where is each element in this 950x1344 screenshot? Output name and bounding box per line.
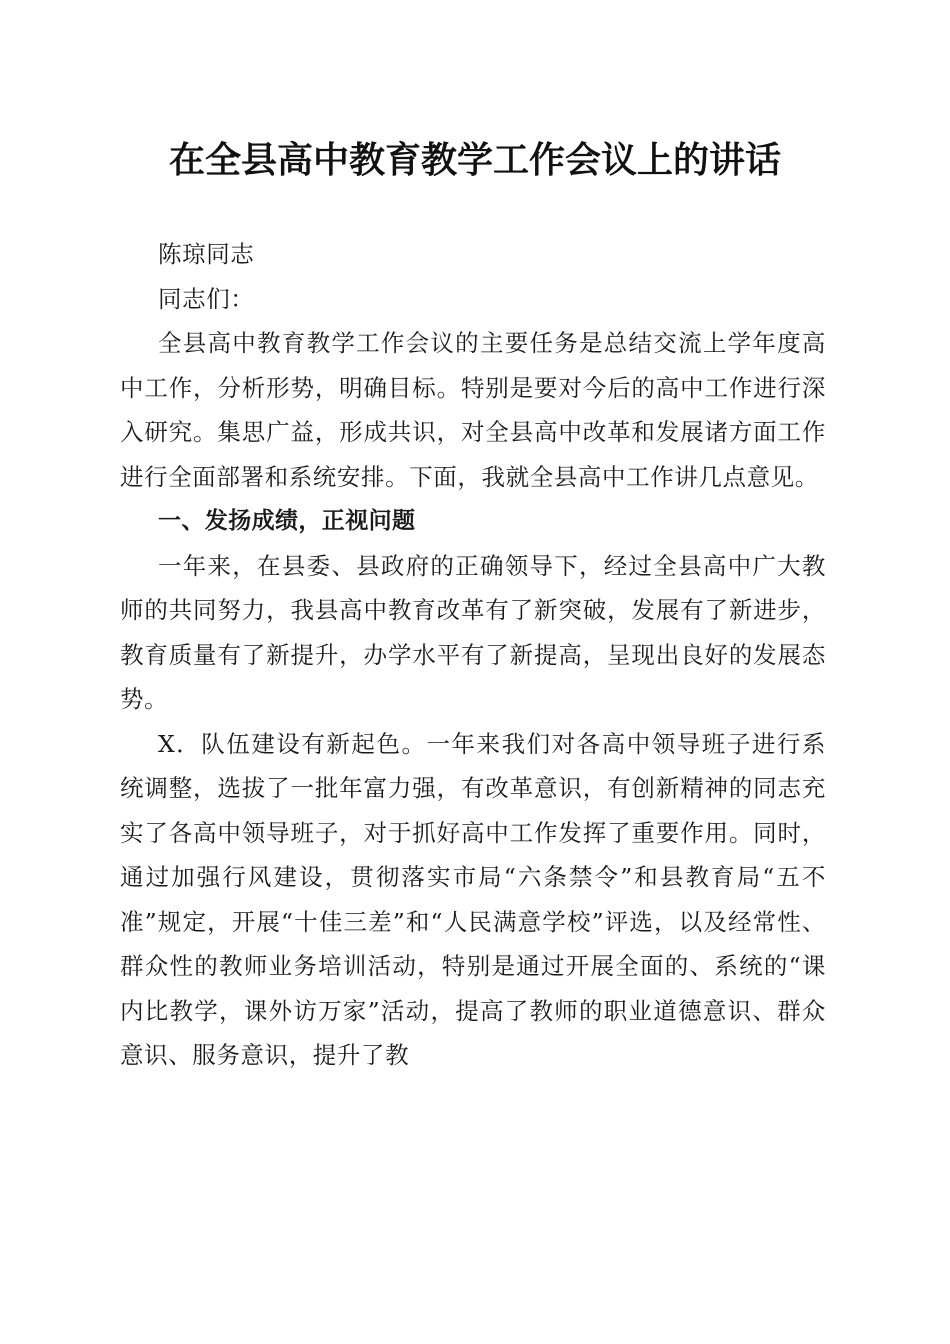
section-paragraph: X．队伍建设有新起色。一年来我们对各高中领导班子进行系统调整，选拔了一批年富力强，有改革意识，有创新精神的同志充实了各高中领导班子，对于抓好高中工作发挥了重要作用。同时，通过加强行风建设，贯彻落实市局“六条禁令”和县教育局“五不准”规定，开展“十佳三差”和“人民满意学校”评选，以及经常性、群众性的教师业务培训活动，特别是通过开展全面的、系统的“课内比教学，课外访万家”活动，提高了教师的职业道德意识、群众意识、服务意识，提升了教	[120, 729, 826, 1069]
speaker-name: 陈琼同志	[158, 240, 255, 268]
salutation: 同志们：	[158, 284, 255, 313]
document-body	[120, 232, 826, 1078]
intro-paragraph: 全县高中教育教学工作会议的主要任务是总结交流上学年度高中工作，分析形势，明确目标。特别是要对今后的高中工作进行深入研究。集思广益，形成共识，对全县高中改革和发展诸方面工作进行全面部署和系统安排。下面，我就全县高中工作讲几点意见。	[120, 329, 826, 491]
section-paragraph: 一年来，在县委、县政府的正确领导下，经过全县高中广大教师的共同努力，我县高中教育改革有了新突破，发展有了新进步，教育质量有了新提升，办学水平有了新提高，呈现出良好的发展态势。	[120, 551, 826, 713]
section-heading: 一、发扬成绩，正视问题	[158, 508, 416, 534]
document-title: 在全县高中教育教学工作会议上的讲话	[168, 139, 781, 181]
